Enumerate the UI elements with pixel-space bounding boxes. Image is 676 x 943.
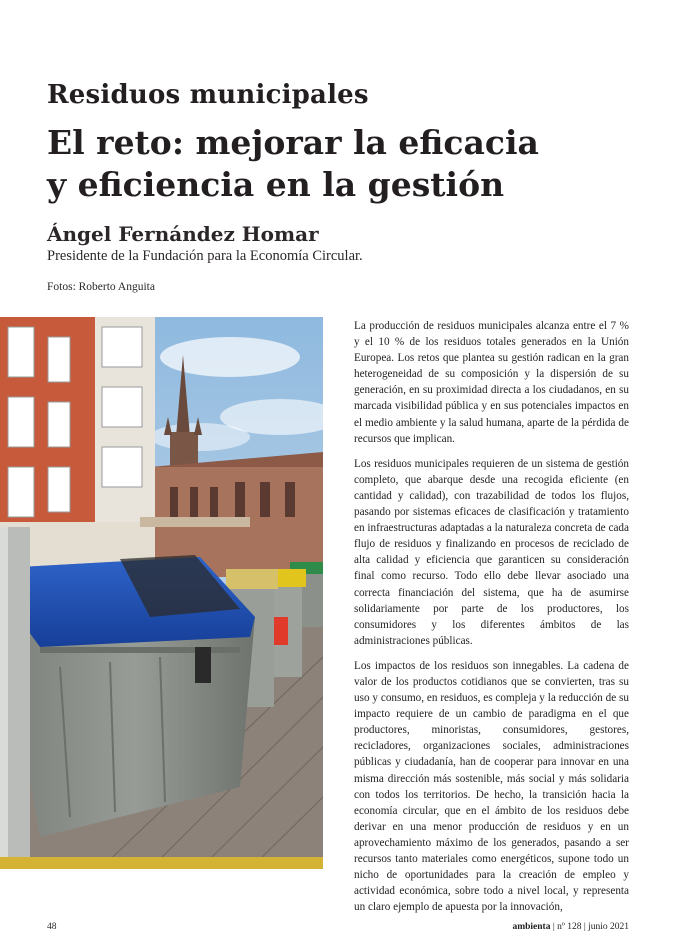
- author-role: Presidente de la Fundación para la Economía Circular.: [47, 248, 363, 264]
- section-kicker: Residuos municipales: [47, 80, 369, 110]
- photo-credit: Fotos: Roberto Anguita: [47, 281, 155, 293]
- article-body: [354, 318, 629, 924]
- body-paragraph-1: La producción de residuos municipales alcanza entre el 7 % y el 10 % de los residuos totales generados en la Unión Europea. Los retos que plantea su gestión radican en la gran heterogeneidad de su composición y la dispersión de su generación, en su proximidad directa a los ciudadanos, en su marcada visibilidad pública y en sus potenciales impactos en el medio ambiente y la salud humana, aparte de la pérdida de recursos que implican.: [354, 320, 629, 445]
- footer-issue-info: [512, 922, 629, 932]
- body-paragraph-3: Los impactos de los residuos son innegables. La cadena de valor de los productos cotidianos que se convierten, tras su uso y consumo, en residuos, es compleja y la reducción de su impacto requiere de un cambio de paradigma en el que productores, minoristas, consumidores, gestores, recicladores, organizaciones sociales, administraciones públicas y ciudadanía, han de cooperar para innovar en una misma dirección más sostenible, más social y más solidaria con todos los territorios. De hecho, la transición hacia la economía circular, que en el ámbito de los residuos debe derivar en una menor producción de residuos y en un aprovechamiento máximo de los generados, pasando a ser recursos tanto materiales como energéticos, supone todo un nicho de oportunidades para la creación de empleo y actividad económica, sobre todo a nivel local, y representa un claro ejemplo de apuesta por la innovación,: [354, 659, 629, 914]
- author-name: Ángel Fernández Homar: [47, 222, 319, 246]
- issue-details: | nº 128 | junio 2021: [552, 922, 629, 932]
- article-photo: [0, 317, 323, 869]
- waste-containers-illustration: [0, 317, 323, 869]
- title-line-1: El reto: mejorar la eficacia: [47, 123, 539, 162]
- title-line-2: y eficiencia en la gestión: [47, 165, 505, 204]
- page-number: 48: [47, 922, 57, 932]
- body-paragraph-2: Los residuos municipales requieren de un sistema de gestión completo, que abarque desde una recogida eficiente (en cantidad y calidad), con trazabilidad de todos los flujos, pasando por sistemas eficaces de clasificación y tratamiento en infraestructuras adaptadas a la naturaleza concreta de cada flujo de residuos y finalizando en procesos de reciclado de alta calidad y eficiencia que garanticen su consideración final como recurso. Todo ello debe llevar asociado una correcta financiación del sistema, que ha de asumirse solidariamente por parte de los productores, los consumidores y los diferentes ámbitos de las administraciones públicas.: [354, 457, 629, 647]
- magazine-name: ambienta: [512, 922, 551, 932]
- article-title: [47, 122, 657, 206]
